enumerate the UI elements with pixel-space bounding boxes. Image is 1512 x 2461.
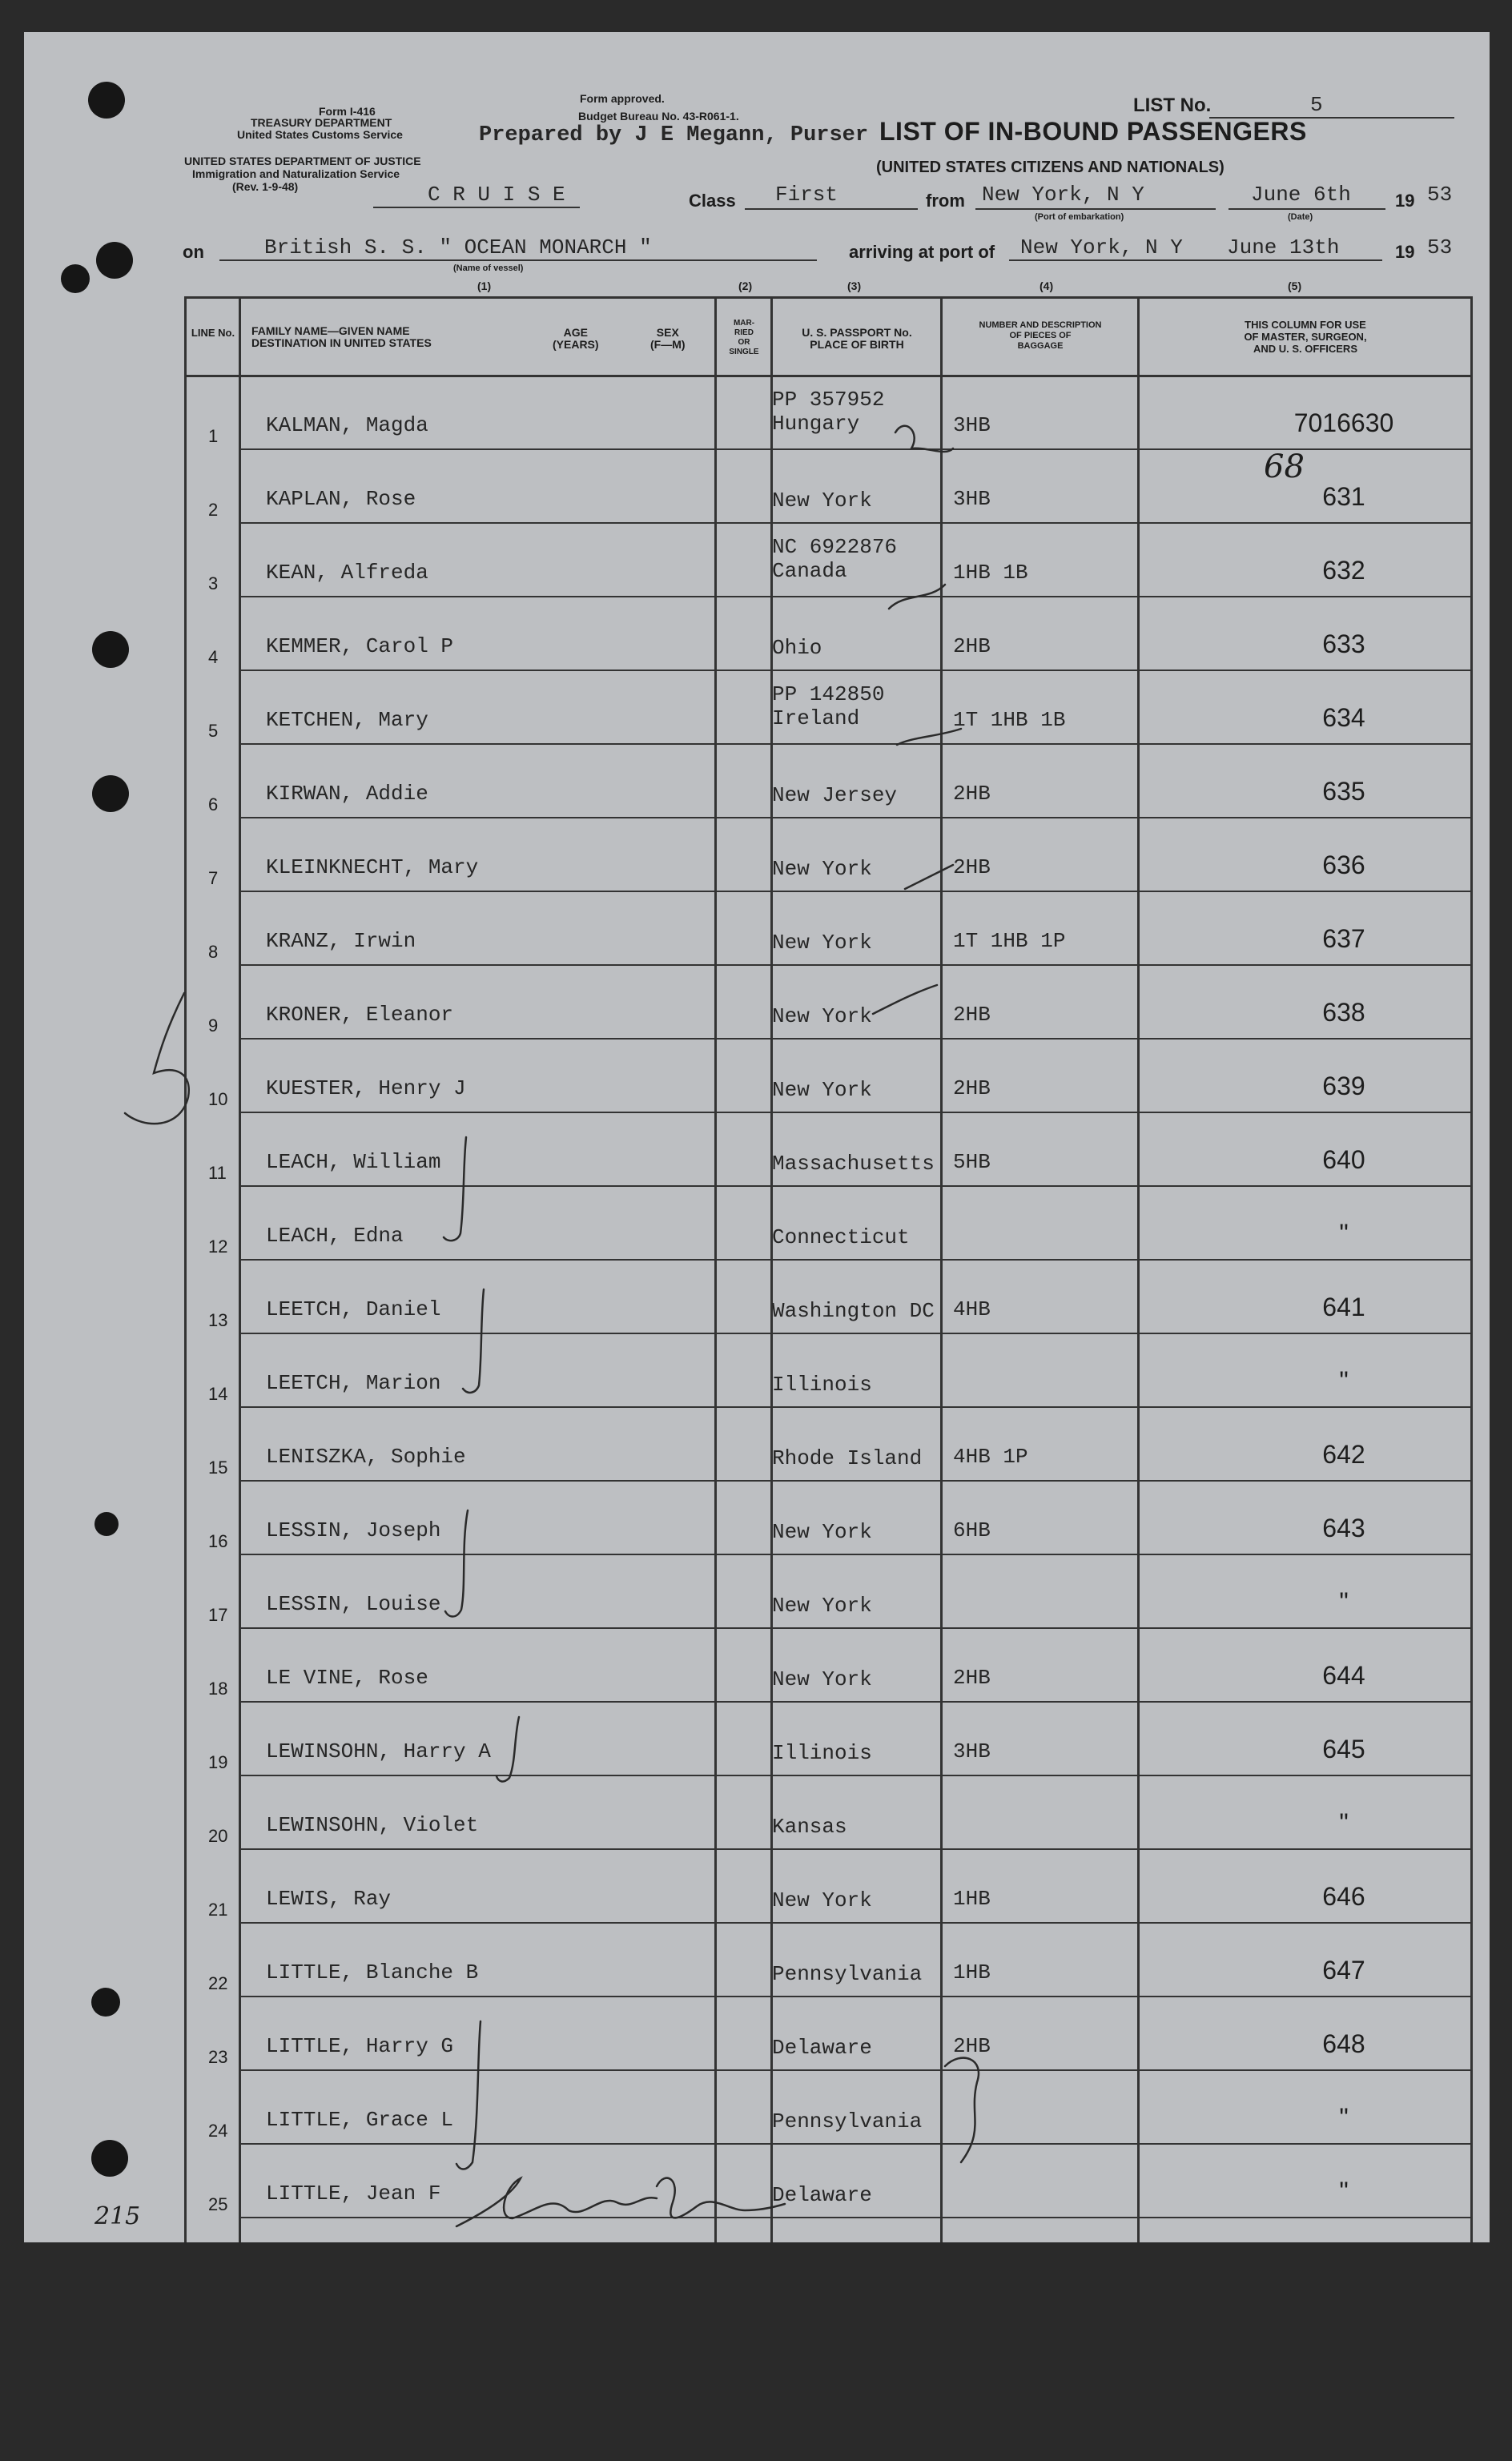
officer-number: " xyxy=(1339,1366,1349,1395)
class-label: Class xyxy=(689,191,736,211)
line-number: 5 xyxy=(208,721,219,741)
officer-number: 646 xyxy=(1322,1882,1365,1911)
baggage: 1HB xyxy=(953,1887,991,1911)
place-of-birth: Delaware xyxy=(772,2036,872,2060)
passenger-name: LESSIN, Louise xyxy=(266,1592,441,1616)
officer-number: 636 xyxy=(1322,850,1365,879)
officer-number: " xyxy=(1339,1587,1349,1616)
on-label: on xyxy=(183,242,204,262)
list-subtitle: (UNITED STATES CITIZENS AND NATIONALS) xyxy=(876,159,1224,176)
col-header-name: FAMILY NAME—GIVEN NAME DESTINATION IN UNITED STATES xyxy=(251,324,432,349)
baggage: 2HB xyxy=(953,1666,991,1690)
port-embark-caption: (Port of embarkation) xyxy=(1035,212,1124,222)
officer-number: 631 xyxy=(1322,482,1365,511)
baggage: 1HB 1B xyxy=(953,561,1028,585)
officer-number: 642 xyxy=(1322,1440,1365,1469)
officer-number: 644 xyxy=(1322,1661,1365,1690)
passenger-name: KRONER, Eleanor xyxy=(266,1003,454,1027)
depart-date: June 6th xyxy=(1251,183,1351,207)
officer-number: 647 xyxy=(1322,1956,1365,1984)
passenger-name: KIRWAN, Addie xyxy=(266,782,428,806)
passenger-name: LITTLE, Grace L xyxy=(266,2108,454,2132)
place-of-birth: Hungary xyxy=(772,412,860,436)
list-no-label: LIST No. xyxy=(1133,94,1212,116)
passenger-name: LEWIS, Ray xyxy=(266,1887,392,1911)
officer-number: 640 xyxy=(1322,1145,1365,1174)
passenger-name: LITTLE, Blanche B xyxy=(266,1960,479,1984)
depart-year: 53 xyxy=(1427,183,1453,207)
officer-number: 635 xyxy=(1322,777,1365,806)
col-number-5: (5) xyxy=(1288,279,1302,292)
from-value: New York, N Y xyxy=(982,183,1144,207)
line-number: 15 xyxy=(208,1458,228,1478)
baggage: 1T 1HB 1P xyxy=(953,929,1066,953)
officer-number: 641 xyxy=(1322,1293,1365,1321)
place-of-birth: Ohio xyxy=(772,636,822,660)
col-header-age: AGE (YEARS) xyxy=(553,326,599,351)
line-number: 8 xyxy=(208,942,219,962)
officer-number: 638 xyxy=(1322,998,1365,1027)
treasury-dept: TREASURY DEPARTMENT xyxy=(251,116,392,129)
line-number: 4 xyxy=(208,647,219,667)
list-title: LIST OF IN-BOUND PASSENGERS xyxy=(879,117,1307,146)
passenger-name: LEACH, Edna xyxy=(266,1224,404,1248)
arrival-date: June 13th xyxy=(1227,235,1340,259)
officer-number: 648 xyxy=(1322,2029,1365,2058)
place-of-birth: Pennsylvania xyxy=(772,2109,923,2133)
place-of-birth: Connecticut xyxy=(772,1225,910,1249)
passenger-name: LE VINE, Rose xyxy=(266,1666,428,1690)
passenger-name: LEETCH, Daniel xyxy=(266,1297,441,1321)
line-number: 13 xyxy=(208,1310,228,1330)
officer-number: 643 xyxy=(1322,1514,1365,1542)
col-header-sex: SEX (F—M) xyxy=(650,326,686,351)
baggage: 5HB xyxy=(953,1150,991,1174)
line-number: 17 xyxy=(208,1605,228,1625)
place-of-birth: Ireland xyxy=(772,706,860,730)
passport-number: NC 6922876 xyxy=(772,535,898,559)
cruise-label: C R U I S E xyxy=(428,183,565,207)
prepared-by: Prepared by J E Megann, Purser xyxy=(479,123,869,147)
baggage: 2HB xyxy=(953,1076,991,1100)
place-of-birth: Washington DC xyxy=(772,1299,935,1323)
line-number: 11 xyxy=(208,1163,227,1183)
form-approved: Form approved. xyxy=(580,92,665,105)
passenger-name: LESSIN, Joseph xyxy=(266,1518,441,1542)
place-of-birth: Illinois xyxy=(772,1741,872,1765)
line-number: 10 xyxy=(208,1089,228,1109)
passenger-name: LENISZKA, Sophie xyxy=(266,1445,466,1469)
handwritten-marks xyxy=(24,32,1490,2242)
passport-number: PP 142850 xyxy=(772,682,885,706)
baggage: 4HB xyxy=(953,1297,991,1321)
line-number: 2 xyxy=(208,500,219,520)
officer-number: " xyxy=(1339,2177,1349,2206)
officer-number: 645 xyxy=(1322,1735,1365,1763)
line-number: 25 xyxy=(208,2194,228,2214)
place-of-birth: Massachusetts xyxy=(772,1152,935,1176)
passenger-name: KEAN, Alfreda xyxy=(266,561,428,585)
passenger-name: LEWINSOHN, Violet xyxy=(266,1813,479,1837)
baggage: 3HB xyxy=(953,413,991,437)
place-of-birth: Canada xyxy=(772,559,847,583)
officer-number: 7016630 xyxy=(1293,408,1394,437)
line-number: 7 xyxy=(208,868,219,888)
line-number: 3 xyxy=(208,573,219,593)
baggage: 1HB xyxy=(953,1960,991,1984)
officer-number: 639 xyxy=(1322,1072,1365,1100)
line-number: 1 xyxy=(208,426,219,446)
passenger-name: LITTLE, Jean F xyxy=(266,2182,441,2206)
place-of-birth: Kansas xyxy=(772,1815,847,1839)
customs-service: United States Customs Service xyxy=(237,128,403,141)
baggage: 3HB xyxy=(953,1739,991,1763)
col-number-3: (3) xyxy=(847,279,862,292)
list-no-value: 5 xyxy=(1310,93,1323,117)
officer-number: " xyxy=(1339,2103,1349,2132)
baggage: 2HB xyxy=(953,1003,991,1027)
line-number: 18 xyxy=(208,1679,228,1699)
budget-bureau: Budget Bureau No. 43-R061-1. xyxy=(578,110,739,123)
passenger-name: KETCHEN, Mary xyxy=(266,708,428,732)
place-of-birth: New York xyxy=(772,931,872,955)
officer-note: 68 xyxy=(1264,448,1305,485)
place-of-birth: New York xyxy=(772,1004,872,1028)
officer-number: 637 xyxy=(1322,924,1365,953)
arriving-label: arriving at port of xyxy=(849,242,995,262)
passenger-name: KLEINKNECHT, Mary xyxy=(266,855,479,879)
line-number: 6 xyxy=(208,794,219,814)
line-number: 19 xyxy=(208,1752,228,1772)
baggage: 2HB xyxy=(953,634,991,658)
place-of-birth: New York xyxy=(772,1078,872,1102)
depart-year-prefix: 19 xyxy=(1395,191,1415,211)
passenger-name: LEETCH, Marion xyxy=(266,1371,441,1395)
margin-note: 215 xyxy=(94,2202,141,2230)
vessel-name: British S. S. " OCEAN MONARCH " xyxy=(264,235,652,259)
officer-number: 633 xyxy=(1322,629,1365,658)
justice-dept: UNITED STATES DEPARTMENT OF JUSTICE xyxy=(184,155,421,167)
line-number: 22 xyxy=(208,1973,228,1993)
baggage: 2HB xyxy=(953,2034,991,2058)
passenger-name: LITTLE, Harry G xyxy=(266,2034,454,2058)
col-header-line-no: LINE No. xyxy=(191,327,235,339)
officer-number: 632 xyxy=(1322,556,1365,585)
col-header-baggage: NUMBER AND DESCRIPTION OF PIECES OF BAGGAGE xyxy=(979,320,1102,351)
place-of-birth: Illinois xyxy=(772,1373,872,1397)
arrival-year: 53 xyxy=(1427,235,1453,259)
line-number: 21 xyxy=(208,1900,228,1920)
officer-number: " xyxy=(1339,1219,1349,1248)
baggage: 3HB xyxy=(953,487,991,511)
margin-mark xyxy=(24,32,25,33)
passenger-name: LEWINSOHN, Harry A xyxy=(266,1739,491,1763)
col-header-officers: THIS COLUMN FOR USE OF MASTER, SURGEON, AND U. S. OFFICERS xyxy=(1244,319,1367,355)
officer-number: " xyxy=(1339,1808,1349,1837)
form-number: Form I-416 xyxy=(319,105,376,118)
passenger-name: LEACH, William xyxy=(266,1150,441,1174)
class-value: First xyxy=(775,183,838,207)
baggage: 1T 1HB 1B xyxy=(953,708,1066,732)
col-header-passport: U. S. PASSPORT No. PLACE OF BIRTH xyxy=(802,326,912,351)
baggage: 2HB xyxy=(953,855,991,879)
line-number: 14 xyxy=(208,1384,228,1404)
line-number: 9 xyxy=(208,1015,219,1035)
from-label: from xyxy=(926,191,965,211)
passenger-name: KALMAN, Magda xyxy=(266,413,428,437)
place-of-birth: Pennsylvania xyxy=(772,1962,923,1986)
ins-service: Immigration and Naturalization Service xyxy=(192,167,400,180)
passport-number: PP 357952 xyxy=(772,388,885,412)
place-of-birth: New Jersey xyxy=(772,783,898,807)
revision: (Rev. 1-9-48) xyxy=(232,180,299,193)
baggage: 2HB xyxy=(953,782,991,806)
manifest-page xyxy=(24,32,1490,2242)
baggage: 6HB xyxy=(953,1518,991,1542)
place-of-birth: New York xyxy=(772,1594,872,1618)
baggage: 4HB 1P xyxy=(953,1445,1028,1469)
col-number-1: (1) xyxy=(477,279,492,292)
arrival-port: New York, N Y xyxy=(1020,235,1183,259)
arrival-year-prefix: 19 xyxy=(1395,242,1415,262)
line-number: 23 xyxy=(208,2047,228,2067)
officer-number: 634 xyxy=(1322,703,1365,732)
col-header-married: MAR- RIED OR SINGLE xyxy=(729,319,759,356)
passenger-name: KEMMER, Carol P xyxy=(266,634,454,658)
line-number: 12 xyxy=(208,1237,228,1257)
line-number: 16 xyxy=(208,1531,228,1551)
place-of-birth: Delaware xyxy=(772,2183,872,2207)
col-number-4: (4) xyxy=(1040,279,1054,292)
place-of-birth: New York xyxy=(772,857,872,881)
vessel-caption: (Name of vessel) xyxy=(453,263,524,273)
col-number-2: (2) xyxy=(738,279,753,292)
passenger-name: KAPLAN, Rose xyxy=(266,487,416,511)
place-of-birth: Rhode Island xyxy=(772,1446,923,1470)
place-of-birth: New York xyxy=(772,1888,872,1912)
line-number: 24 xyxy=(208,2121,228,2141)
date-caption: (Date) xyxy=(1288,212,1313,222)
passenger-name: KRANZ, Irwin xyxy=(266,929,416,953)
place-of-birth: New York xyxy=(772,1667,872,1691)
passenger-name: KUESTER, Henry J xyxy=(266,1076,466,1100)
place-of-birth: New York xyxy=(772,1520,872,1544)
line-number: 20 xyxy=(208,1826,228,1846)
place-of-birth: New York xyxy=(772,489,872,513)
